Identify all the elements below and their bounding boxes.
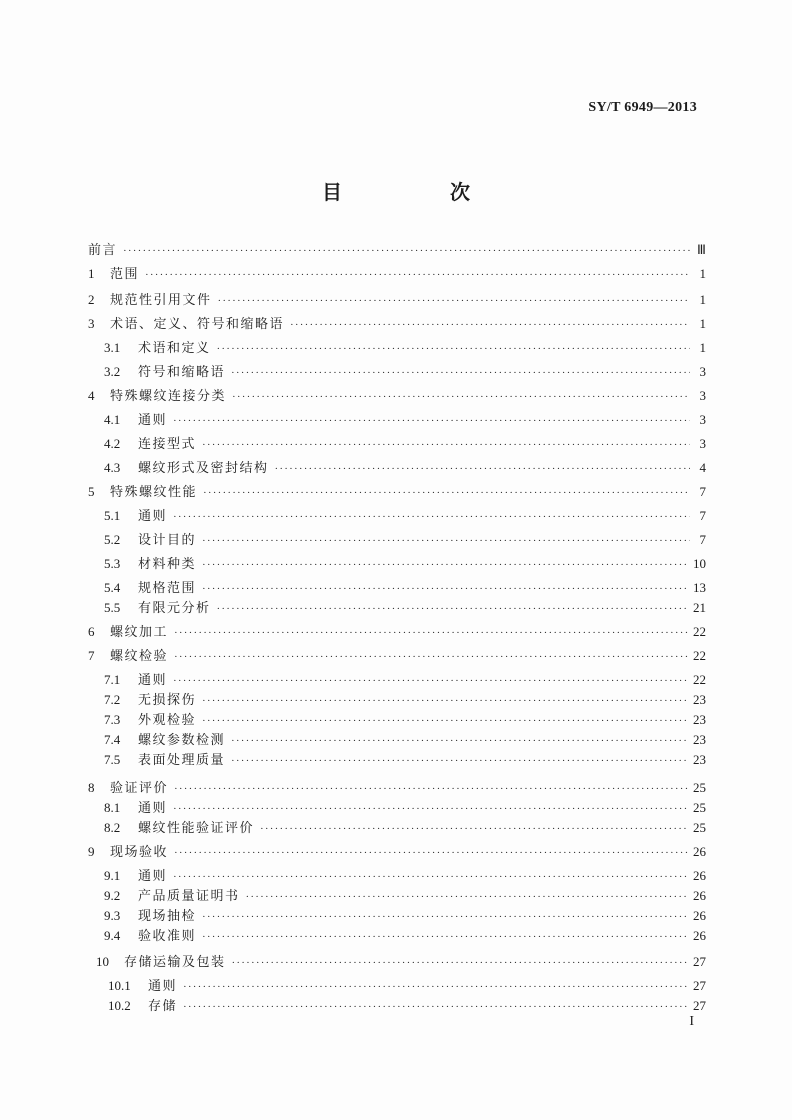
toc-leader-dots bbox=[183, 997, 689, 1017]
toc-entry-label: 通则 bbox=[138, 509, 168, 524]
toc-entry-page: Ⅲ bbox=[697, 242, 706, 257]
toc-entry-number: 4 bbox=[88, 388, 95, 403]
toc-entry-label: 通则 bbox=[148, 979, 178, 994]
toc-entry-page: 23 bbox=[693, 752, 706, 767]
toc-entry[interactable] bbox=[88, 264, 706, 284]
toc-leader-dots bbox=[203, 483, 690, 503]
toc-entry-label: 规范性引用文件 bbox=[110, 293, 212, 308]
toc-entry-number: 8.1 bbox=[104, 800, 121, 815]
toc-leader-dots bbox=[232, 953, 689, 973]
toc-leader-dots bbox=[145, 265, 690, 285]
toc-entry[interactable] bbox=[88, 926, 706, 946]
toc-leader-dots bbox=[202, 579, 689, 599]
toc-entry-label: 无损探伤 bbox=[138, 693, 197, 708]
toc-leader-dots bbox=[231, 751, 689, 771]
toc-entry-page: 3 bbox=[699, 412, 706, 427]
toc-entry-number: 5.2 bbox=[104, 532, 121, 547]
toc-entry-page: 7 bbox=[699, 532, 706, 547]
toc-entry-number: 5.3 bbox=[104, 556, 121, 571]
toc-leader-dots bbox=[174, 647, 689, 667]
toc-entry-label: 设计目的 bbox=[138, 533, 197, 548]
toc-entry-number: 1 bbox=[88, 266, 95, 281]
toc-entry-page: 26 bbox=[693, 908, 706, 923]
toc-entry-label: 验证评价 bbox=[110, 781, 169, 796]
toc-entry[interactable] bbox=[88, 434, 706, 454]
toc-entry-number: 5.4 bbox=[104, 580, 121, 595]
toc-entry-label: 外观检验 bbox=[138, 713, 197, 728]
toc-leader-dots bbox=[246, 887, 689, 907]
toc-leader-dots bbox=[174, 623, 689, 643]
toc-entry-number: 8 bbox=[88, 780, 95, 795]
toc-entry[interactable] bbox=[88, 690, 706, 710]
toc-leader-dots bbox=[173, 411, 690, 431]
toc-entry-page: 7 bbox=[699, 484, 706, 499]
toc-entry[interactable] bbox=[88, 530, 706, 550]
toc-entry-label: 螺纹参数检测 bbox=[138, 733, 226, 748]
toc-leader-dots bbox=[231, 731, 689, 751]
toc-entry[interactable] bbox=[88, 976, 706, 996]
toc-entry-number: 9.4 bbox=[104, 928, 121, 943]
toc-entry-label: 螺纹检验 bbox=[110, 649, 169, 664]
toc-entry-page: 1 bbox=[699, 266, 706, 281]
toc-entry[interactable] bbox=[88, 906, 706, 926]
toc-leader-dots bbox=[275, 459, 690, 479]
toc-entry-number: 5.5 bbox=[104, 600, 121, 615]
toc-entry-page: 27 bbox=[693, 998, 706, 1013]
toc-entry[interactable] bbox=[88, 314, 706, 334]
toc-leader-dots bbox=[173, 671, 689, 691]
toc-entry[interactable] bbox=[88, 578, 706, 598]
toc-entry-page: 26 bbox=[693, 868, 706, 883]
toc-leader-dots bbox=[173, 799, 689, 819]
toc-entry-label: 产品质量证明书 bbox=[138, 889, 240, 904]
toc-entry-label: 通则 bbox=[138, 673, 168, 688]
toc-entry-label: 规格范围 bbox=[138, 581, 197, 596]
toc-leader-dots bbox=[174, 843, 689, 863]
toc-entry-label: 术语和定义 bbox=[138, 341, 211, 356]
toc-leader-dots bbox=[202, 555, 689, 575]
toc-entry-number: 7.5 bbox=[104, 752, 121, 767]
toc-leader-dots bbox=[260, 819, 689, 839]
toc-entry-label: 术语、定义、符号和缩略语 bbox=[110, 317, 285, 332]
toc-entry-page: 22 bbox=[693, 624, 706, 639]
toc-entry[interactable] bbox=[88, 866, 706, 886]
toc-leader-dots bbox=[174, 779, 689, 799]
toc-entry-label: 特殊螺纹连接分类 bbox=[110, 389, 227, 404]
toc-entry-label: 通则 bbox=[138, 869, 168, 884]
toc-entry-number: 3.1 bbox=[104, 340, 121, 355]
toc-entry[interactable] bbox=[88, 386, 706, 406]
toc-entry-number: 4.3 bbox=[104, 460, 121, 475]
toc-entry[interactable] bbox=[88, 554, 706, 574]
toc-leader-dots bbox=[218, 291, 690, 311]
toc-entry-page: 7 bbox=[699, 508, 706, 523]
toc-entry[interactable] bbox=[88, 458, 706, 478]
toc-entry-label: 连接型式 bbox=[138, 437, 197, 452]
toc-entry-page: 26 bbox=[693, 888, 706, 903]
toc-leader-dots bbox=[202, 435, 690, 455]
toc-leader-dots bbox=[202, 907, 689, 927]
toc-entry[interactable] bbox=[88, 482, 706, 502]
toc-entry-label: 现场验收 bbox=[110, 845, 169, 860]
toc-entry-number: 5.1 bbox=[104, 508, 121, 523]
toc-entry-number: 7.1 bbox=[104, 672, 121, 687]
toc-entry-page: 26 bbox=[693, 844, 706, 859]
toc-entry-label: 存储运输及包装 bbox=[124, 955, 226, 970]
toc-entry[interactable] bbox=[88, 646, 706, 666]
toc-entry[interactable] bbox=[88, 598, 706, 618]
toc-entry-label: 通则 bbox=[138, 413, 168, 428]
toc-entry-label: 螺纹性能验证评价 bbox=[138, 821, 255, 836]
toc-entry-number: 9.1 bbox=[104, 868, 121, 883]
toc-entry[interactable] bbox=[88, 622, 706, 642]
toc-leader-dots bbox=[202, 711, 689, 731]
toc-entry-label: 范围 bbox=[110, 267, 140, 282]
toc-entry[interactable] bbox=[88, 506, 706, 526]
toc-entry[interactable] bbox=[88, 338, 706, 358]
toc-leader-dots bbox=[202, 531, 690, 551]
toc-entry-page: 21 bbox=[693, 600, 706, 615]
toc-entry-page: 3 bbox=[699, 364, 706, 379]
toc-entry[interactable] bbox=[88, 778, 706, 798]
toc-leader-dots bbox=[173, 507, 690, 527]
toc-leader-dots bbox=[202, 927, 689, 947]
toc-leader-dots bbox=[202, 691, 689, 711]
toc-entry-page: 23 bbox=[693, 732, 706, 747]
toc-leader-dots bbox=[217, 339, 690, 359]
toc-leader-dots bbox=[173, 867, 689, 887]
page-number: I bbox=[689, 1014, 694, 1029]
toc-entry-label: 现场抽检 bbox=[138, 909, 197, 924]
toc-entry-number: 3 bbox=[88, 316, 95, 331]
toc-entry[interactable] bbox=[88, 952, 706, 972]
toc-entry-label: 通则 bbox=[138, 801, 168, 816]
toc-entry[interactable] bbox=[88, 362, 706, 382]
toc-entry-label: 符号和缩略语 bbox=[138, 365, 226, 380]
toc-entry-number: 10.2 bbox=[108, 998, 131, 1013]
toc-entry-number: 3.2 bbox=[104, 364, 121, 379]
toc-entry-page: 22 bbox=[693, 648, 706, 663]
toc-leader-dots bbox=[290, 315, 690, 335]
toc-entry-page: 26 bbox=[693, 928, 706, 943]
toc-entry-number: 10.1 bbox=[108, 978, 131, 993]
toc-leader-dots bbox=[217, 599, 689, 619]
toc-entry-number: 6 bbox=[88, 624, 95, 639]
toc-entry-number: 10 bbox=[96, 954, 109, 969]
toc-entry-page: 27 bbox=[693, 978, 706, 993]
toc-entry-number: 4.1 bbox=[104, 412, 121, 427]
toc-entry-page: 25 bbox=[693, 820, 706, 835]
toc-entry-page: 1 bbox=[699, 292, 706, 307]
toc-entry-page: 25 bbox=[693, 780, 706, 795]
toc-entry[interactable] bbox=[88, 818, 706, 838]
toc-entry-page: 3 bbox=[699, 436, 706, 451]
toc-entry-page: 1 bbox=[699, 316, 706, 331]
toc-entry-number: 5 bbox=[88, 484, 95, 499]
toc-entry-page: 4 bbox=[699, 460, 706, 475]
toc-entry-label: 螺纹形式及密封结构 bbox=[138, 461, 269, 476]
toc-entry[interactable] bbox=[88, 730, 706, 750]
toc-entry-page: 25 bbox=[693, 800, 706, 815]
toc-entry-label: 有限元分析 bbox=[138, 601, 211, 616]
toc-entry-page: 1 bbox=[699, 340, 706, 355]
toc-leader-dots bbox=[231, 363, 690, 383]
toc-entry[interactable] bbox=[88, 670, 706, 690]
toc-entry-page: 23 bbox=[693, 692, 706, 707]
toc-entry-label: 材料种类 bbox=[138, 557, 197, 572]
toc-entry[interactable] bbox=[88, 996, 706, 1016]
toc-entry-number: 4.2 bbox=[104, 436, 121, 451]
toc-entry-page: 13 bbox=[693, 580, 706, 595]
standard-code: SY/T 6949—2013 bbox=[588, 100, 697, 115]
toc-entry[interactable] bbox=[88, 290, 706, 310]
toc-entry-number: 8.2 bbox=[104, 820, 121, 835]
toc-entry-label: 表面处理质量 bbox=[138, 753, 226, 768]
toc-entry-number: 9.3 bbox=[104, 908, 121, 923]
toc-entry-label: 特殊螺纹性能 bbox=[110, 485, 198, 500]
toc-entry-number: 7.4 bbox=[104, 732, 121, 747]
toc-entry[interactable] bbox=[88, 842, 706, 862]
toc-entry-number: 9 bbox=[88, 844, 95, 859]
toc-title: 目 次 bbox=[322, 180, 514, 204]
toc-entry[interactable] bbox=[88, 240, 706, 260]
toc-entry-page: 23 bbox=[693, 712, 706, 727]
toc-leader-dots bbox=[183, 977, 689, 997]
toc-entry-page: 27 bbox=[693, 954, 706, 969]
toc-entry[interactable] bbox=[88, 886, 706, 906]
toc-entry-label: 存储 bbox=[148, 999, 178, 1014]
toc-entry[interactable] bbox=[88, 750, 706, 770]
toc-leader-dots bbox=[123, 241, 690, 261]
toc-entry-number: 7.2 bbox=[104, 692, 121, 707]
toc-entry-page: 3 bbox=[699, 388, 706, 403]
toc-entry-number: 7 bbox=[88, 648, 95, 663]
toc-entry-number: 9.2 bbox=[104, 888, 121, 903]
toc-entry[interactable] bbox=[88, 798, 706, 818]
toc-entry-label: 验收准则 bbox=[138, 929, 197, 944]
toc-entry-page: 10 bbox=[693, 556, 706, 571]
toc-entry-label: 螺纹加工 bbox=[110, 625, 169, 640]
toc-entry-number: 2 bbox=[88, 292, 95, 307]
toc-entry[interactable] bbox=[88, 710, 706, 730]
toc-leader-dots bbox=[232, 387, 690, 407]
toc-entry-page: 22 bbox=[693, 672, 706, 687]
toc-entry[interactable] bbox=[88, 410, 706, 430]
toc-entry-number: 7.3 bbox=[104, 712, 121, 727]
toc-entry-label: 前言 bbox=[88, 243, 118, 258]
